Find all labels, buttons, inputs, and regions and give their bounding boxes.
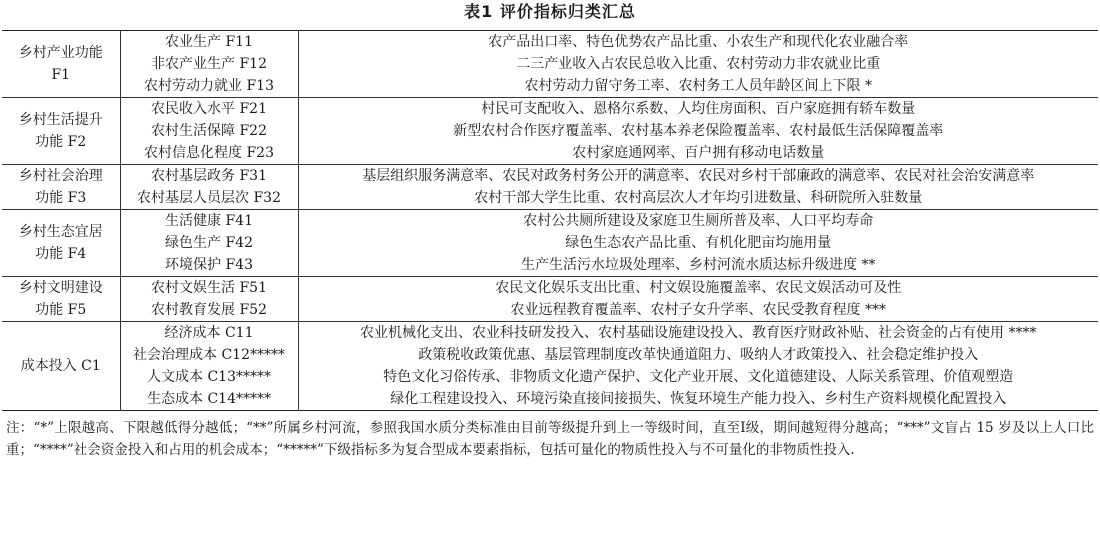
indicator-name: 农村基层人员层次 F32	[137, 190, 281, 206]
indicator-name: 农村基层政务 F31	[151, 168, 267, 184]
table-body	[2, 31, 1098, 411]
detail-text: 绿色生态农产品比重、有机化肥亩均施用量	[565, 235, 832, 251]
detail-cell	[298, 31, 1098, 98]
secondary-indicator-text: 乡村产业功能	[18, 45, 103, 61]
detail-text: 新型农村合作医疗覆盖率、农村基本养老保险覆盖率、农村最低生活保障覆盖率	[453, 123, 944, 139]
indicator-cell	[120, 31, 298, 98]
indicator-cell	[120, 210, 298, 277]
indicator-name: 生活健康 F41	[165, 213, 253, 229]
indicator-cell	[120, 98, 298, 165]
secondary-indicator-cell	[2, 210, 120, 277]
secondary-indicator-text: 功能 F5	[35, 302, 87, 318]
detail-cell	[298, 98, 1098, 165]
indicator-cell	[120, 322, 298, 411]
secondary-indicator-cell	[2, 277, 120, 322]
table-row	[2, 98, 1098, 165]
indicator-table	[2, 30, 1098, 411]
secondary-indicator-text: 乡村文明建设	[18, 280, 103, 296]
secondary-indicator-text: 乡村社会治理	[18, 168, 103, 184]
detail-cell	[298, 165, 1098, 210]
table-row	[2, 31, 1098, 98]
secondary-indicator-text: F1	[51, 67, 71, 83]
indicator-name: 农村劳动力就业 F13	[144, 78, 274, 94]
indicator-name: 绿色生产 F42	[165, 235, 253, 251]
detail-text: 农业远程教育覆盖率、农村子女升学率、农民受教育程度 ***	[510, 302, 886, 318]
detail-text: 生产生活污水垃圾处理率、乡村河流水质达标升级进度 **	[521, 257, 876, 273]
indicator-name: 人文成本 C13*****	[147, 369, 271, 385]
indicator-name: 社会治理成本 C12*****	[133, 347, 285, 363]
detail-text: 农业机械化支出、农业科技研发投入、农村基础设施建设投入、教育医疗财政补贴、社会资金的占有使用 ****	[360, 325, 1037, 341]
indicator-cell	[120, 165, 298, 210]
indicator-name: 农村信息化程度 F23	[144, 145, 274, 161]
secondary-indicator-cell	[2, 322, 120, 411]
indicator-name: 农村教育发展 F52	[151, 302, 267, 318]
secondary-indicator-cell	[2, 98, 120, 165]
detail-text: 二三产业收入占农民总收入比重、农村劳动力非农就业比重	[516, 56, 881, 72]
indicator-name: 农村文娱生活 F51	[151, 280, 267, 296]
detail-cell	[298, 322, 1098, 411]
indicator-name: 农村生活保障 F22	[151, 123, 267, 139]
detail-text: 特色文化习俗传承、非物质文化遗产保护、文化产业开展、文化道德建设、人际关系管理、价值观塑造	[383, 369, 1014, 385]
detail-text: 政策税收政策优惠、基层管理制度改革快通道阻力、吸纳人才政策投入、社会稳定维护投入	[418, 347, 979, 363]
table-row	[2, 165, 1098, 210]
secondary-indicator-text: 功能 F4	[35, 246, 87, 262]
indicator-name: 环境保护 F43	[165, 257, 253, 273]
secondary-indicator-text: 功能 F3	[35, 190, 87, 206]
secondary-indicator-cell	[2, 31, 120, 98]
secondary-indicator-text: 乡村生活提升	[18, 112, 103, 128]
detail-text: 农村干部大学生比重、农村高层次人才年均引进数量、科研院所入驻数量	[474, 190, 923, 206]
table-title: 表1 评价指标归类汇总	[464, 2, 636, 21]
secondary-indicator-cell	[2, 165, 120, 210]
indicator-name: 农民收入水平 F21	[151, 101, 267, 117]
detail-text: 农村公共厕所建设及家庭卫生厕所普及率、人口平均寿命	[523, 213, 874, 229]
indicator-name: 农业生产 F11	[165, 34, 253, 50]
detail-text: 农产品出口率、特色优势农产品比重、小农生产和现代化农业融合率	[488, 34, 909, 50]
detail-text: 绿化工程建设投入、环境污染直接间接损失、恢复环境生产能力投入、乡村生产资料规模化配置投入	[390, 391, 1007, 407]
table-note: 注：“*”上限越高、下限越低得分越低；“**”所属乡村河流，参照我国水质分类标准由目前等级提升到上一等级时间，直至Ⅰ级，期间越短得分越高；“***”文盲占 15 岁及以上人口比重；“****”社会资金投入和占用的机会成本；“*****”下级指标多为复合型成本要素指标，包括可量化的物质性投入与不可量化的非物质性投入.	[6, 420, 1094, 458]
detail-text: 农民文化娱乐支出比重、村文娱设施覆盖率、农民文娱活动可及性	[495, 280, 902, 296]
detail-text: 基层组织服务满意率、农民对政务村务公开的满意率、农民对乡村干部廉政的满意率、农民对社会治安满意率	[362, 168, 1035, 184]
table-row	[2, 277, 1098, 322]
indicator-cell	[120, 277, 298, 322]
detail-text: 农村家庭通网率、百户拥有移动电话数量	[572, 145, 825, 161]
secondary-indicator-text: 乡村生态宜居	[18, 224, 103, 240]
indicator-name: 经济成本 C11	[164, 325, 254, 341]
detail-text: 农村劳动力留守务工率、农村务工人员年龄区间上下限 *	[524, 78, 872, 94]
table-row	[2, 210, 1098, 277]
secondary-indicator-text: 成本投入 C1	[20, 358, 101, 374]
indicator-name: 非农产业生产 F12	[151, 56, 267, 72]
table-row	[2, 322, 1098, 411]
indicator-name: 生态成本 C14*****	[147, 391, 271, 407]
secondary-indicator-text: 功能 F2	[35, 134, 87, 150]
detail-cell	[298, 210, 1098, 277]
detail-text: 村民可支配收入、恩格尔系数、人均住房面积、百户家庭拥有轿车数量	[481, 101, 916, 117]
detail-cell	[298, 277, 1098, 322]
